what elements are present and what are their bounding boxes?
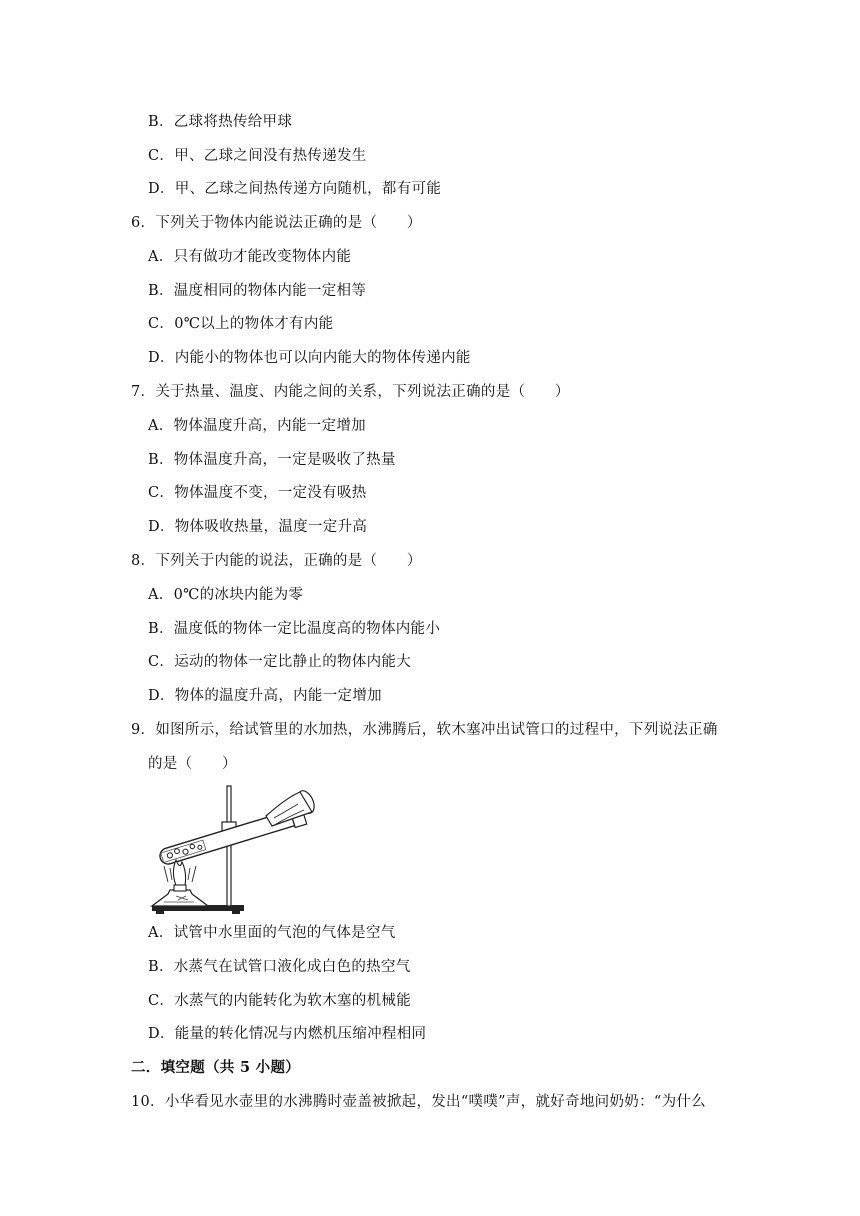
q9-option-b: B．水蒸气在试管口液化成白色的热空气 [148,959,411,975]
question-8: 8．下列关于内能的说法，正确的是（ ） [131,553,422,569]
question-10: 10．小华看见水壶里的水沸腾时壶盖被掀起，发出“噗噗”声，就好奇地问奶奶：“为什么 [131,1094,706,1110]
q7-option-b: B．物体温度升高，一定是吸收了热量 [148,452,396,468]
q9-option-a: A．试管中水里面的气泡的气体是空气 [148,925,396,941]
q5-option-c: C．甲、乙球之间没有热传递发生 [148,148,367,164]
q6-option-c: C．0℃以上的物体才有内能 [148,316,334,332]
q5-option-d: D．甲、乙球之间热传递方向随机，都有可能 [148,181,442,197]
question-7: 7．关于热量、温度、内能之间的关系，下列说法正确的是（ ） [131,384,570,400]
question-6: 6．下列关于物体内能说法正确的是（ ） [131,215,422,231]
q8-option-a: A．0℃的冰块内能为零 [148,587,304,603]
question-9: 9．如图所示，给试管里的水加热，水沸腾后，软木塞冲出试管口的过程中，下列说法正确 [131,722,718,738]
q6-option-d: D．内能小的物体也可以向内能大的物体传递内能 [148,350,471,366]
q8-option-d: D．物体的温度升高，内能一定增加 [148,688,382,704]
q8-option-c: C．运动的物体一定比静止的物体内能大 [148,654,411,670]
q7-option-a: A．物体温度升高，内能一定增加 [148,418,366,434]
q9-option-c: C．水蒸气的内能转化为软木塞的机械能 [148,993,411,1009]
section-heading-fill-in: 二．填空题（共 5 小题） [131,1059,301,1076]
q6-option-b: B．温度相同的物体内能一定相等 [148,283,367,299]
question-9-continued: 的是（ ） [148,756,237,772]
q9-option-d: D．能量的转化情况与内燃机压缩冲程相同 [148,1026,427,1042]
q8-option-b: B．温度低的物体一定比温度高的物体内能小 [148,621,441,637]
q6-option-a: A．只有做功才能改变物体内能 [148,249,352,265]
test-tube-heating-figure [148,778,318,918]
q5-option-b: B．乙球将热传给甲球 [148,114,293,130]
q7-option-d: D．物体吸收热量，温度一定升高 [148,519,368,535]
q7-option-c: C．物体温度不变，一定没有吸热 [148,485,367,501]
